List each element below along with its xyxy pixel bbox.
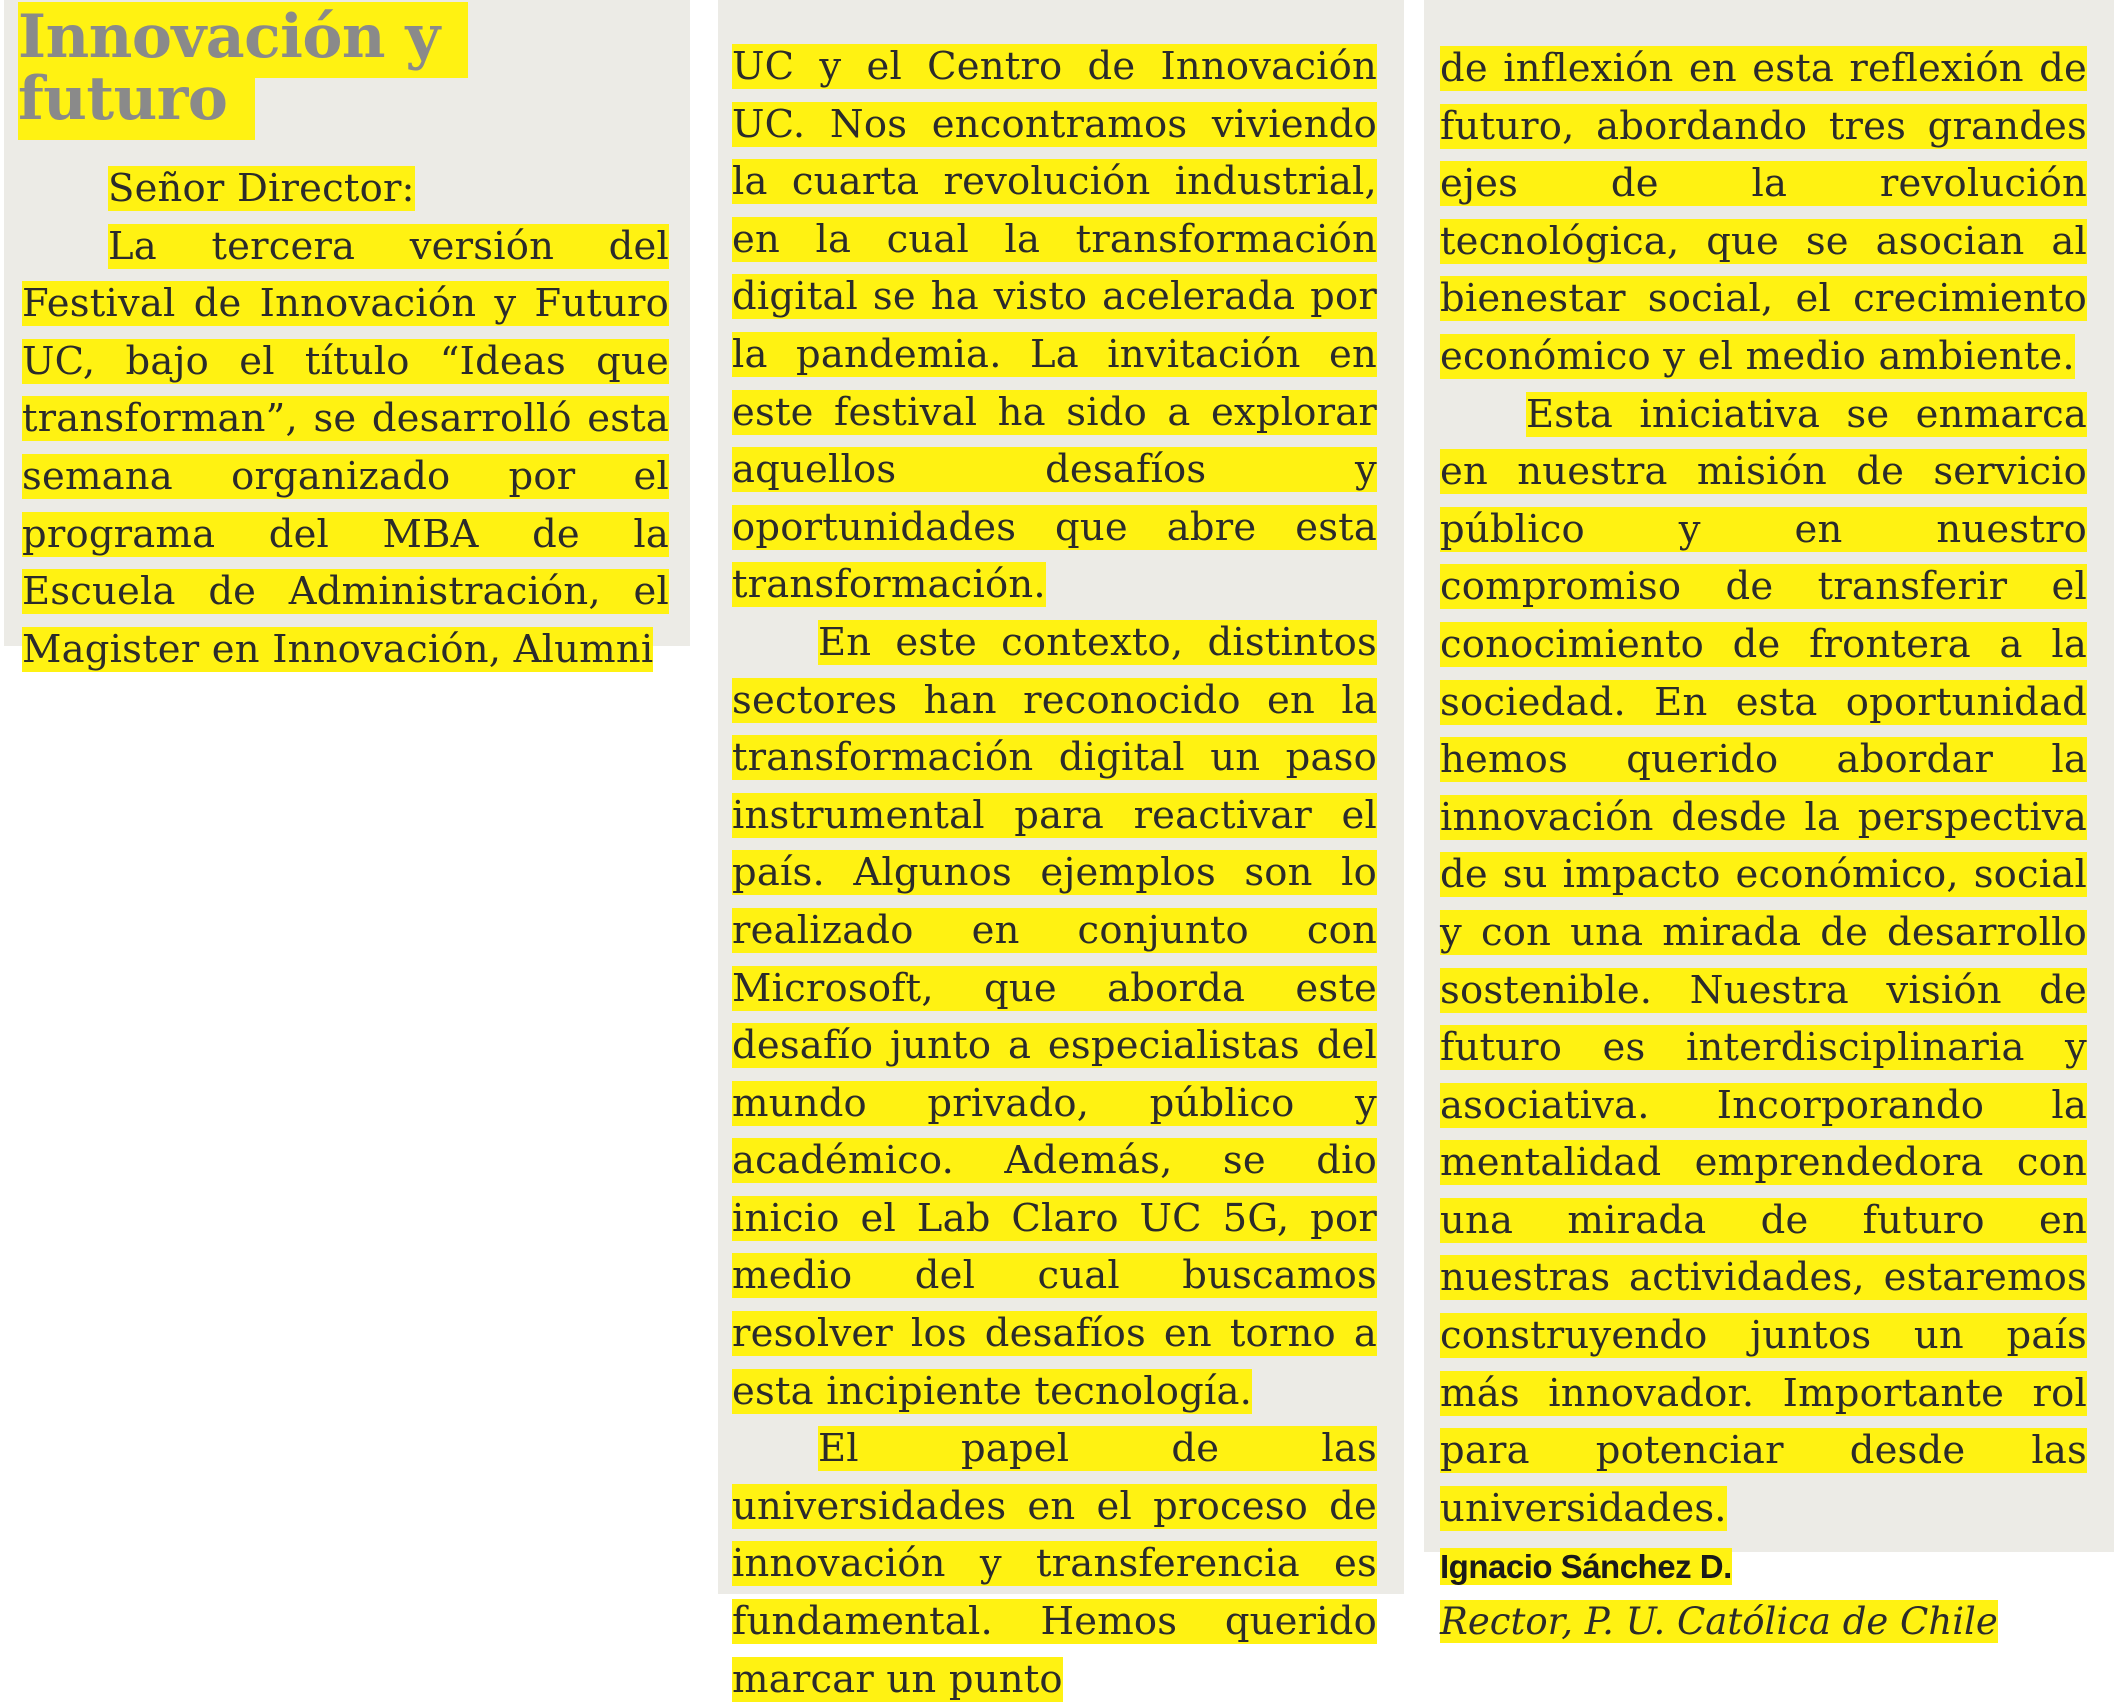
paragraph-text: El papel de las universidades en el proceso de innovación y transferencia es fundamental. Hemos querido marcar un punto <box>732 1426 1377 1702</box>
signature-block <box>1440 1541 2087 1651</box>
paragraph-text: UC y el Centro de Innovación UC. Nos encontramos viviendo la cuarta revolución industrial, en la cual la transformación digital se ha visto acelerada por la pandemia. La invitación en este festival ha sido a explorar aquellos desafíos y oportunidades que abre esta transformación. <box>732 44 1377 608</box>
signature-title-text: Rector, P. U. Católica de Chile <box>1440 1600 1998 1644</box>
signature-name <box>1440 1541 2087 1593</box>
headline-text: Innovación y futuro <box>18 2 468 140</box>
paragraph-3-part-1 <box>732 1420 1377 1708</box>
paragraph-3-part-2 <box>1440 40 2087 386</box>
paragraph-text: de inflexión en esta reflexión de futuro, abordando tres grandes ejes de la revolución tecnológica, que se asocian al bienestar social, el crecimiento económico y el medio ambiente. <box>1440 46 2087 379</box>
article-column-3 <box>1440 40 2087 1651</box>
greeting <box>22 160 669 218</box>
article-column-2 <box>732 38 1377 1708</box>
paragraph-1-part-2 <box>732 38 1377 614</box>
greeting-text: Señor Director: <box>108 166 415 211</box>
paragraph-1-part-1 <box>22 218 669 679</box>
paragraph-text: Esta iniciativa se enmarca en nuestra misión de servicio público y en nuestro compromiso de transferir el conocimiento de frontera a la sociedad. En esta oportunidad hemos querido abordar la innovación desde la perspectiva de su impacto económico, social y con una mirada de desarrollo sostenible. Nuestra visión de futuro es interdisciplinaria y asociativa. Incorporando la mentalidad emprendedora con una mirada de futuro en nuestras actividades, estaremos construyendo juntos un país más innovador. Importante rol para potenciar desde las universidades. <box>1440 391 2087 1531</box>
paragraph-text: En este contexto, distintos sectores han reconocido en la transformación digital un paso instrumental para reactivar el país. Algunos ejemplos son lo realizado en conjunto con Microsoft, que aborda este desafío junto a especialistas del mundo privado, público y académico. Además, se dio inicio el Lab Claro UC 5G, por medio del cual buscamos resolver los desafíos en torno a esta incipiente tecnología. <box>732 619 1377 1414</box>
paragraph-4 <box>1440 386 2087 1538</box>
article-column-1 <box>22 160 669 678</box>
article-headline <box>18 2 538 134</box>
paragraph-2 <box>732 614 1377 1420</box>
signature-title <box>1440 1593 2087 1651</box>
paragraph-text: La tercera versión del Festival de Innovación y Futuro UC, bajo el título “Ideas que transforman”, se desarrolló esta semana organizado por el programa del MBA de la Escuela de Administración, el Magister en Innovación, Alumni <box>22 223 669 672</box>
signature-name-text: Ignacio Sánchez D. <box>1440 1548 1732 1586</box>
